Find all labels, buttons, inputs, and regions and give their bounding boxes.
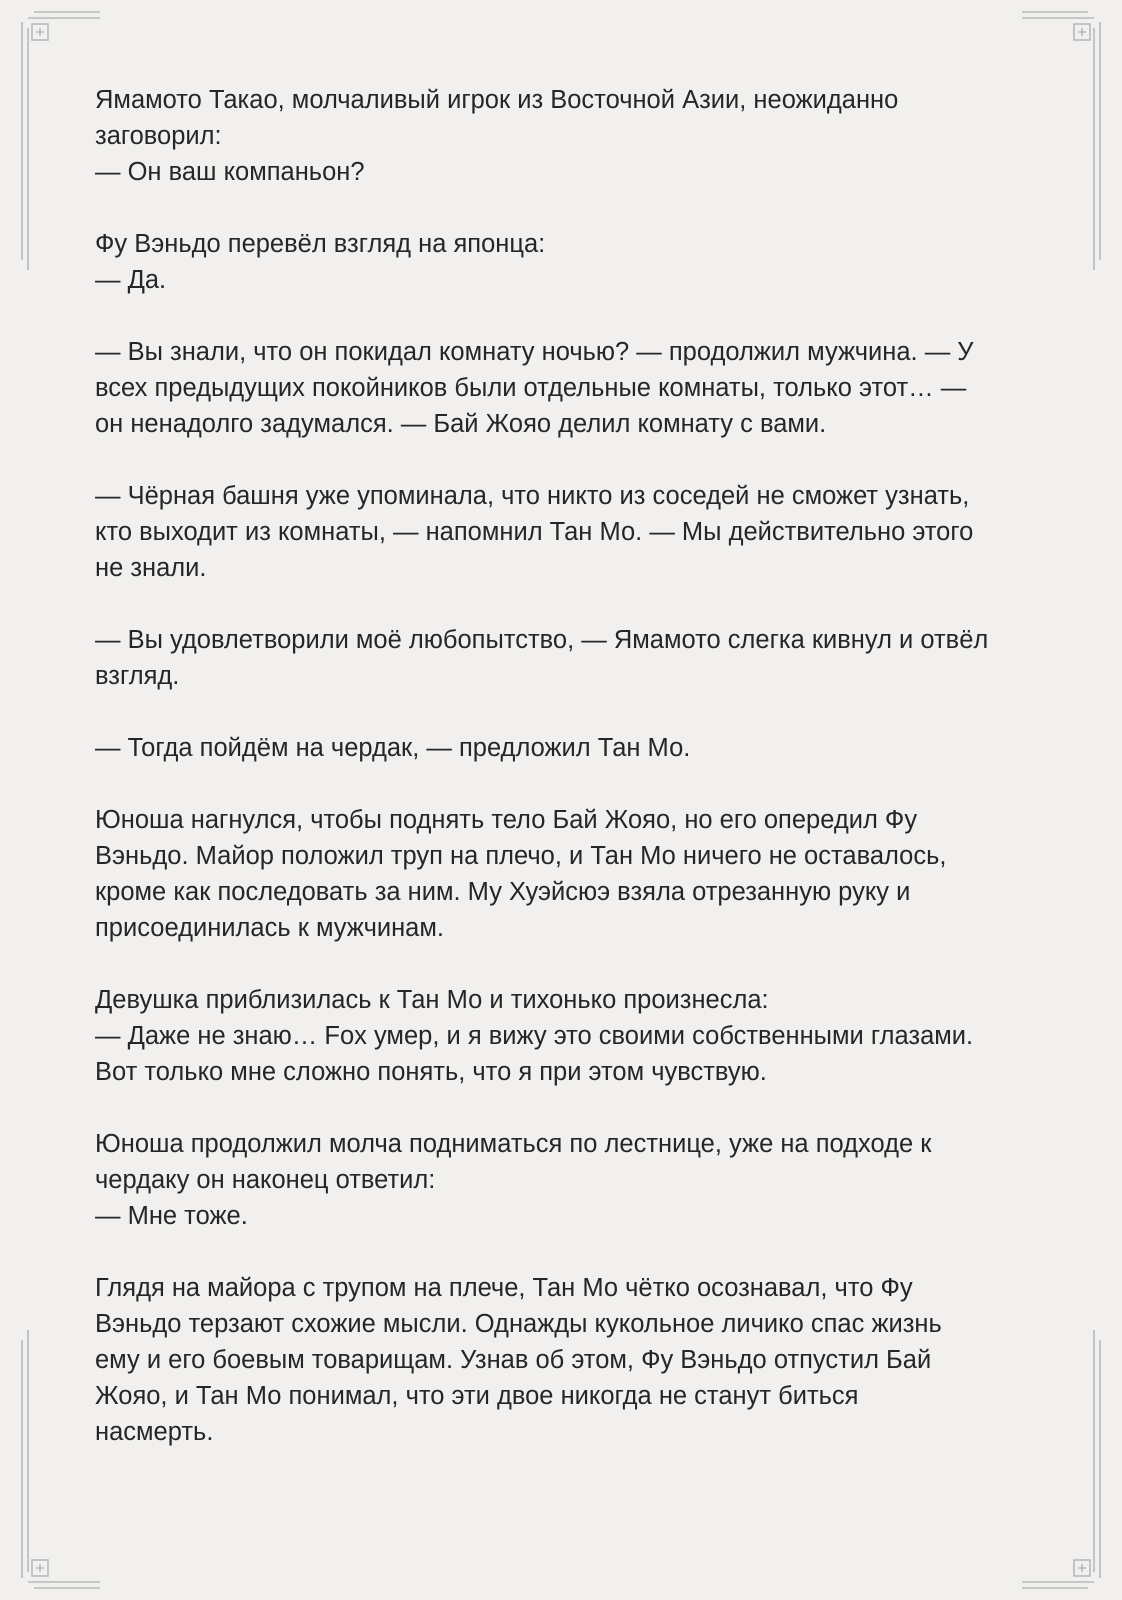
text-line: взгляд. (95, 662, 180, 690)
text-line: — Чёрная башня уже упоминала, что никто из соседей не сможет узнать, (95, 482, 970, 510)
text-line: — Да. (95, 266, 167, 294)
paragraph (95, 334, 1035, 442)
text-line: Жояо, и Тан Мо понимал, что эти двое никогда не станут биться (95, 1382, 859, 1410)
paragraph (95, 802, 1035, 946)
text-line: Девушка приблизилась к Тан Мо и тихонько произнесла: (95, 986, 769, 1014)
chapter-text (95, 82, 1035, 1486)
paragraph (95, 226, 1035, 298)
text-line: всех предыдущих покойников были отдельные комнаты, только этот… — (95, 374, 967, 402)
text-line: — Мне тоже. (95, 1202, 248, 1230)
text-line: заговорил: (95, 122, 222, 150)
text-line: Вот только мне сложно понять, что я при этом чувствую. (95, 1058, 767, 1086)
text-line: — Он ваш компаньон? (95, 158, 365, 186)
text-line: ему и его боевым товарищам. Узнав об этом, Фу Вэньдо отпустил Бай (95, 1346, 932, 1374)
text-line: чердаку он наконец ответил: (95, 1166, 436, 1194)
text-line: — Вы знали, что он покидал комнату ночью? — продолжил мужчина. — У (95, 338, 974, 366)
paragraph (95, 82, 1035, 190)
text-line: — Даже не знаю… Fox умер, и я вижу это своими собственными глазами. (95, 1022, 974, 1050)
text-line: насмерть. (95, 1418, 214, 1446)
text-line: — Тогда пойдём на чердак, — предложил Тан Мо. (95, 734, 691, 762)
text-line: кто выходит из комнаты, — напомнил Тан Мо. — Мы действительно этого (95, 518, 974, 546)
text-line: не знали. (95, 554, 207, 582)
paragraph (95, 622, 1035, 694)
paragraph (95, 730, 1035, 766)
paragraph (95, 982, 1035, 1090)
paragraph (95, 1270, 1035, 1450)
text-line: Ямамото Такао, молчаливый игрок из Восточной Азии, неожиданно (95, 86, 899, 114)
paragraph (95, 1126, 1035, 1234)
text-line: Фу Вэньдо перевёл взгляд на японца: (95, 230, 546, 258)
text-line: кроме как последовать за ним. Му Хуэйсюэ взяла отрезанную руку и (95, 878, 911, 906)
paragraph (95, 478, 1035, 586)
text-line: присоединилась к мужчинам. (95, 914, 444, 942)
text-line: — Вы удовлетворили моё любопытство, — Ямамото слегка кивнул и отвёл (95, 626, 989, 654)
text-line: Вэньдо. Майор положил труп на плечо, и Тан Мо ничего не оставалось, (95, 842, 947, 870)
text-line: Юноша нагнулся, чтобы поднять тело Бай Жояо, но его опередил Фу (95, 806, 918, 834)
text-line: Юноша продолжил молча подниматься по лестнице, уже на подходе к (95, 1130, 932, 1158)
text-line: он ненадолго задумался. — Бай Жояо делил комнату с вами. (95, 410, 827, 438)
text-line: Вэньдо терзают схожие мысли. Однажды кукольное личико спас жизнь (95, 1310, 942, 1338)
text-line: Глядя на майора с трупом на плече, Тан Мо чётко осознавал, что Фу (95, 1274, 913, 1302)
